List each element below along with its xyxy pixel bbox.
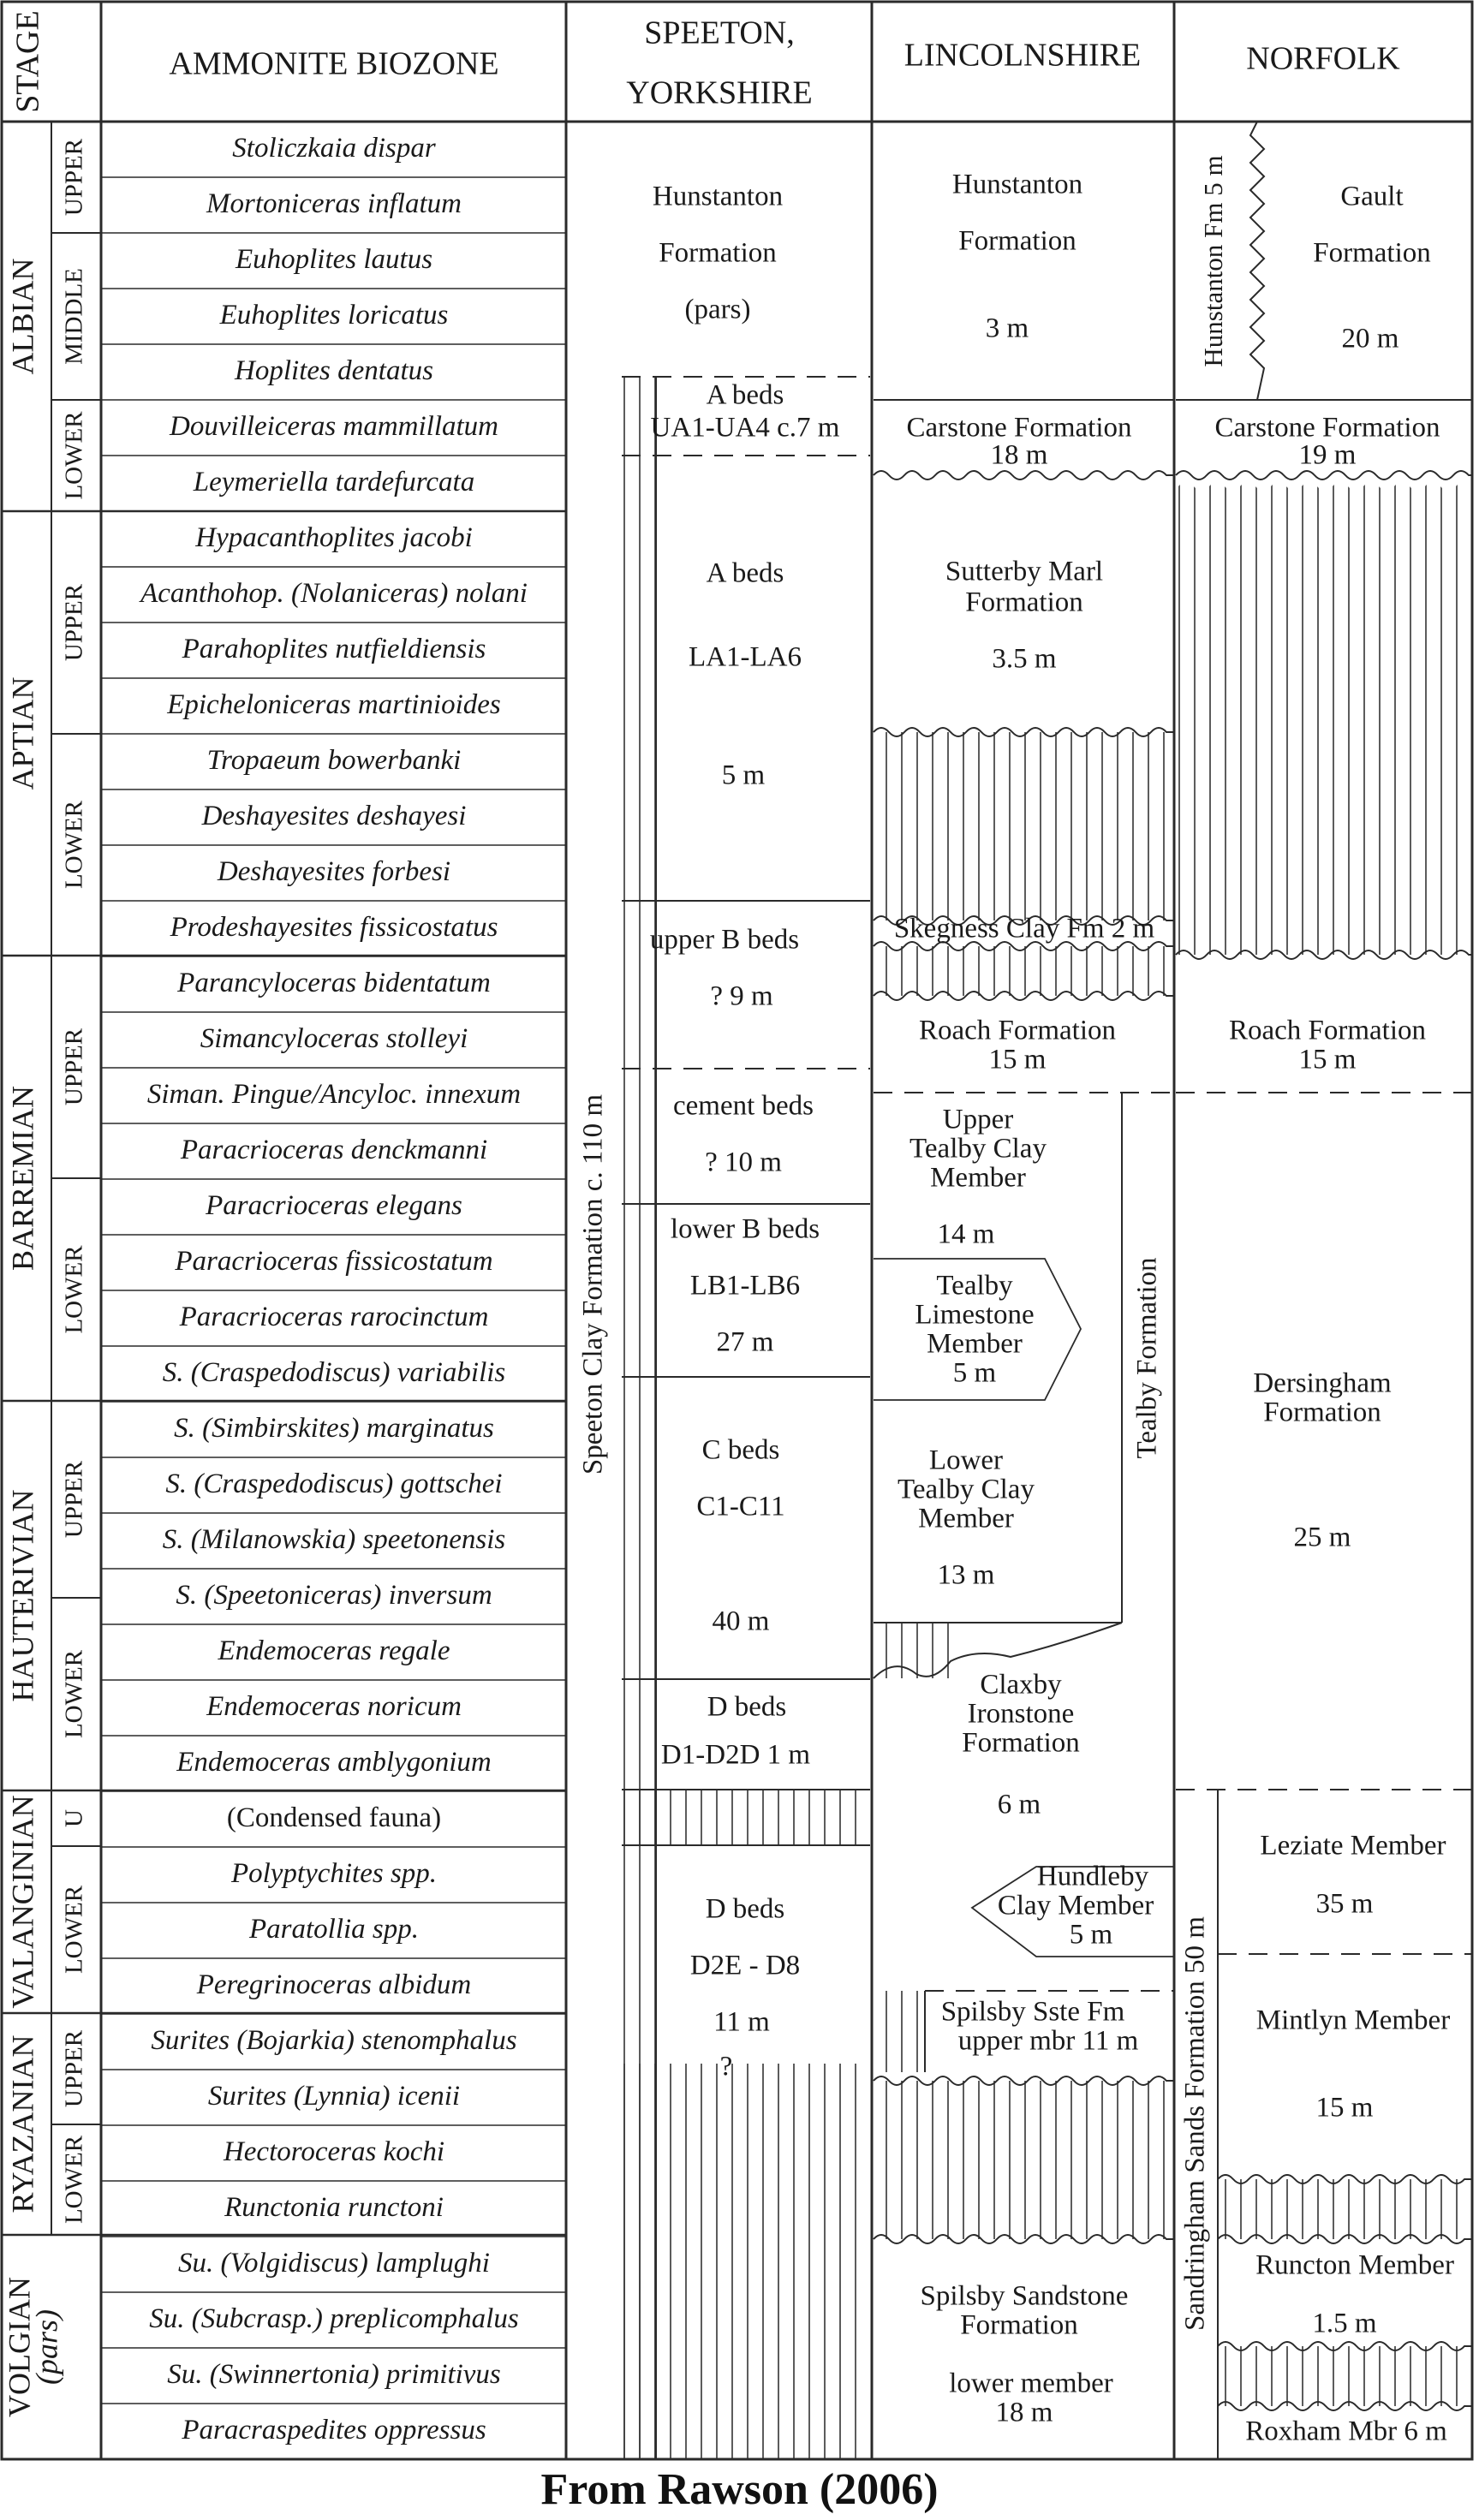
lincs-roach: 15 m: [988, 1044, 1047, 1075]
biozone-name: Simancyloceras stolleyi: [200, 1023, 468, 1055]
speeton-d-beds-query: ?: [719, 2051, 733, 2082]
speeton-clay-formation-label: Speeton Clay Formation c. 110 m: [577, 1093, 609, 1475]
biozone-name: S. (Craspedodiscus) variabilis: [162, 1357, 506, 1389]
biozone-name: Euhoplites lautus: [235, 244, 433, 276]
lincs-claxby-ironstone: Formation: [962, 1727, 1080, 1759]
speeton-hunstanton: Formation: [659, 237, 777, 269]
biozone-name: S. (Simbirskites) marginatus: [174, 1413, 494, 1445]
lincs-tealby-limestone: Limestone: [915, 1299, 1035, 1331]
biozone-name: S. (Craspedodiscus) gottschei: [165, 1469, 503, 1500]
biozone-name: Deshayesites forbesi: [217, 856, 451, 888]
speeton-c-beds: 40 m: [712, 1606, 770, 1637]
substage-label: U: [60, 1809, 88, 1827]
speeton-hunstanton: Hunstanton: [652, 181, 784, 212]
lincs-roach: Roach Formation: [918, 1015, 1117, 1046]
lincs-spilsby-lower: lower member: [949, 2368, 1113, 2399]
norfolk-leziate-member: 35 m: [1315, 1888, 1374, 1920]
norfolk-roach: 15 m: [1298, 1044, 1357, 1075]
speeton-gap-ryazanian-volgian: [622, 2064, 870, 2459]
biozone-name: Paracraspedites oppressus: [182, 2415, 486, 2446]
speeton-d-beds-upper: D beds: [707, 1691, 787, 1723]
biozone-name: Acanthohop. (Nolaniceras) nolani: [140, 578, 528, 610]
lincs-carstone: Carstone Formation: [906, 412, 1132, 444]
stage-label: VALANGINIAN: [5, 1795, 40, 2009]
lincs-gap-aptian: [874, 732, 1173, 920]
lincs-lower-tealby-clay: 13 m: [937, 1559, 995, 1591]
lincs-lower-tealby-clay: Member: [918, 1503, 1014, 1534]
biozone-name: Deshayesites deshayesi: [201, 801, 467, 832]
speeton-la-beds: A beds: [706, 557, 784, 589]
biozone-name: Paratollia spp.: [248, 1914, 420, 1945]
lincs-hundleby-clay: Clay Member: [997, 1890, 1154, 1921]
lincs-spilsby-lower: Formation: [960, 2309, 1078, 2341]
speeton-d-beds-lower: D beds: [705, 1893, 785, 1925]
norfolk-dersingham: Dersingham: [1253, 1367, 1392, 1399]
norfolk-dersingham: 25 m: [1293, 1522, 1351, 1553]
header-ammonite-biozone: AMMONITE BIOZONE: [169, 45, 499, 82]
norfolk-sandringham-sands: Sandringham Sands Formation 50 m: [1179, 1916, 1211, 2331]
norfolk-mintlyn-member: Mintlyn Member: [1255, 2005, 1451, 2036]
biozone-name: Peregrinoceras albidum: [196, 1969, 472, 2001]
norfolk-gault: Formation: [1313, 237, 1431, 269]
lincs-sutterby-marl: 3.5 m: [992, 643, 1057, 675]
substage-label: UPPER: [60, 138, 88, 217]
biozone-name: Paracrioceras fissicostatum: [175, 1246, 493, 1278]
norfolk-gap-aptian: [1176, 484, 1471, 955]
lincs-spilsby-lower: Spilsby Sandstone: [920, 2280, 1129, 2312]
header-norfolk: NORFOLK: [1246, 40, 1400, 77]
speeton-ua-beds: A beds: [706, 379, 784, 411]
speeton-upper-b-beds: ? 9 m: [710, 980, 773, 1012]
norfolk-dersingham: Formation: [1263, 1397, 1381, 1428]
substage-label: UPPER: [60, 1028, 88, 1106]
header-speeton-yorkshire: YORKSHIRE: [626, 74, 813, 111]
norfolk-leziate-member: Leziate Member: [1260, 1830, 1446, 1862]
norfolk-gault: Gault: [1340, 181, 1404, 212]
lincs-tealby-formation: Tealby Formation: [1131, 1257, 1163, 1459]
speeton-ua-beds: UA1-UA4 c.7 m: [650, 412, 840, 444]
speeton-d-beds-upper: D1-D2D 1 m: [660, 1739, 811, 1771]
substage-label: LOWER: [60, 411, 88, 500]
substage-label: UPPER: [60, 583, 88, 662]
biozone-name: Surites (Bojarkia) stenomphalus: [151, 2025, 517, 2057]
lincs-lower-tealby-clay: Lower: [928, 1445, 1004, 1476]
lincs-hundleby-clay: Hundleby: [1036, 1861, 1149, 1892]
norfolk-runcton-member: 1.5 m: [1312, 2308, 1377, 2339]
biozone-name: Hectoroceras kochi: [223, 2136, 445, 2168]
lincs-gap-spilsby-left: [874, 1991, 925, 2072]
speeton-lower-b-beds: LB1-LB6: [689, 1270, 801, 1302]
lincs-hunstanton: Formation: [958, 225, 1076, 257]
speeton-d-beds-lower: 11 m: [713, 2006, 770, 2038]
stage-label: ALBIAN: [5, 258, 40, 375]
biozone-name: Runctonia runctoni: [224, 2192, 444, 2224]
biozone-name: Douvilleiceras mammillatum: [169, 411, 499, 443]
biozone-name: Endemoceras regale: [218, 1635, 450, 1667]
lincs-gap-ryazanian: [874, 2081, 1173, 2239]
lincs-gap-barremian: [874, 946, 1173, 996]
norfolk-hunstanton: Hunstanton Fm 5 m: [1198, 155, 1229, 367]
biozone-name: Su. (Swinnertonia) primitivus: [167, 2359, 501, 2391]
biozone-name: Endemoceras amblygonium: [176, 1747, 492, 1778]
biozone-name: Parancyloceras bidentatum: [177, 968, 491, 999]
biozone-name: Prodeshayesites fissicostatus: [170, 912, 498, 944]
speeton-lower-b-beds: lower B beds: [670, 1213, 820, 1245]
biozone-name: Endemoceras noricum: [206, 1691, 462, 1723]
lincs-carstone: 18 m: [990, 439, 1048, 471]
speeton-lower-b-beds: 27 m: [716, 1326, 774, 1358]
biozone-name: S. (Speetoniceras) inversum: [176, 1580, 492, 1611]
lincs-spilsby-lower: 18 m: [995, 2397, 1053, 2428]
stage-label: RYAZANIAN: [5, 2034, 40, 2213]
speeton-c-beds: C1-C11: [696, 1491, 785, 1522]
lincs-lower-tealby-clay: Tealby Clay: [898, 1474, 1035, 1505]
header-stage: STAGE: [9, 10, 46, 113]
speeton-la-beds: LA1-LA6: [689, 641, 802, 673]
speeton-gap-condensed: [622, 1790, 870, 1845]
lincs-spilsby-upper: upper mbr 11 m: [957, 2025, 1139, 2057]
biozone-name: Euhoplites loricatus: [219, 300, 449, 331]
biozone-name: Polyptychites spp.: [230, 1858, 438, 1890]
biozone-name: Epicheloniceras martinioides: [167, 689, 501, 721]
biozone-name: (Condensed fauna): [226, 1802, 442, 1834]
biozone-name: Mortoniceras inflatum: [206, 188, 462, 220]
norfolk-runcton-member: Runcton Member: [1255, 2249, 1454, 2281]
substage-label: LOWER: [60, 1245, 88, 1334]
biozone-name: Hoplites dentatus: [235, 355, 433, 387]
norfolk-mintlyn-member: 15 m: [1315, 2092, 1374, 2124]
substage-label: LOWER: [60, 2135, 88, 2225]
biozone-name: Leymeriella tardefurcata: [193, 467, 475, 498]
speeton-d-beds-lower: D2E - D8: [689, 1950, 801, 1981]
header-speeton: SPEETON,: [644, 15, 795, 51]
biozone-name: Paracrioceras rarocinctum: [179, 1302, 489, 1333]
speeton-la-beds: 5 m: [721, 760, 766, 791]
biozone-name: Siman. Pingue/Ancyloc. innexum: [146, 1079, 522, 1111]
lincs-hundleby-clay: 5 m: [1069, 1919, 1113, 1951]
norfolk-gap-volgian: [1218, 2346, 1471, 2406]
lincs-sutterby-marl: Formation: [965, 587, 1083, 618]
lincs-claxby-ironstone: 6 m: [997, 1789, 1041, 1820]
substage-label: LOWER: [60, 800, 88, 890]
lincs-tealby-limestone: Tealby: [936, 1270, 1013, 1302]
lincs-upper-tealby-clay: Member: [930, 1162, 1026, 1194]
lincs-upper-tealby-clay: Tealby Clay: [909, 1133, 1047, 1165]
biozone-name: Hypacanthoplites jacobi: [195, 522, 473, 554]
source-caption: From Rawson (2006): [540, 2465, 939, 2514]
biozone-name: Tropaeum bowerbanki: [206, 745, 462, 777]
lincs-claxby-ironstone: Ironstone: [967, 1698, 1075, 1730]
unconformity-masks: [874, 462, 1471, 491]
lincs-upper-tealby-clay: 14 m: [937, 1218, 995, 1250]
norfolk-roxham-member: Roxham Mbr 6 m: [1245, 2416, 1447, 2447]
header-lincolnshire: LINCOLNSHIRE: [904, 37, 1142, 74]
speeton-cement-beds: ? 10 m: [705, 1147, 782, 1178]
stage-label: VOLGIAN: [2, 2277, 37, 2417]
stage-qualifier: (pars): [29, 2309, 64, 2385]
stage-label: BARREMIAN: [5, 1085, 40, 1272]
lincs-upper-tealby-clay: Upper: [942, 1104, 1014, 1135]
speeton-upper-b-beds: upper B beds: [649, 924, 800, 956]
lincs-hunstanton: Hunstanton: [951, 169, 1083, 200]
substage-label: UPPER: [60, 1460, 88, 1539]
biozone-name: Paracrioceras elegans: [206, 1190, 462, 1222]
substage-label: LOWER: [60, 1885, 88, 1975]
biozone-name: Su. (Volgidiscus) lamplughi: [178, 2248, 490, 2279]
biozone-name: Parahoplites nutfieldiensis: [182, 634, 486, 665]
norfolk-carstone: 19 m: [1298, 439, 1357, 471]
stage-label: APTIAN: [5, 676, 40, 790]
biozone-name: Stoliczkaia dispar: [232, 133, 436, 164]
lincs-skegness-clay: Skegness Clay Fm 2 m: [893, 913, 1155, 944]
biozone-name: S. (Milanowskia) speetonensis: [162, 1524, 506, 1556]
lincs-tealby-limestone: Member: [927, 1328, 1023, 1360]
lincs-hunstanton: 3 m: [985, 313, 1029, 344]
substage-label: LOWER: [60, 1649, 88, 1739]
norfolk-roach: Roach Formation: [1228, 1015, 1427, 1046]
biozone-name: Paracrioceras denckmanni: [180, 1135, 488, 1166]
biozone-row-lines: [101, 177, 566, 2404]
lincs-tealby-limestone: 5 m: [952, 1357, 997, 1389]
lincs-spilsby-upper: Spilsby Sste Fm: [940, 1996, 1125, 2028]
speeton-c-beds: C beds: [701, 1434, 780, 1466]
biozone-name: Surites (Lynnia) icenii: [207, 2081, 461, 2112]
stage-label: HAUTERIVIAN: [5, 1489, 40, 1702]
biozone-name: Su. (Subcrasp.) preplicomphalus: [149, 2303, 519, 2335]
speeton-cement-beds: cement beds: [672, 1090, 814, 1122]
norfolk-carstone: Carstone Formation: [1214, 412, 1440, 444]
norfolk-gap-ryazanian: [1218, 2179, 1471, 2239]
lincs-claxby-ironstone: Claxby: [980, 1669, 1062, 1701]
speeton-hunstanton: (pars): [684, 294, 751, 325]
substage-label: MIDDLE: [60, 268, 88, 365]
substage-label: UPPER: [60, 2029, 88, 2108]
lincs-sutterby-marl: Sutterby Marl: [945, 556, 1104, 587]
norfolk-gault: 20 m: [1341, 323, 1399, 354]
